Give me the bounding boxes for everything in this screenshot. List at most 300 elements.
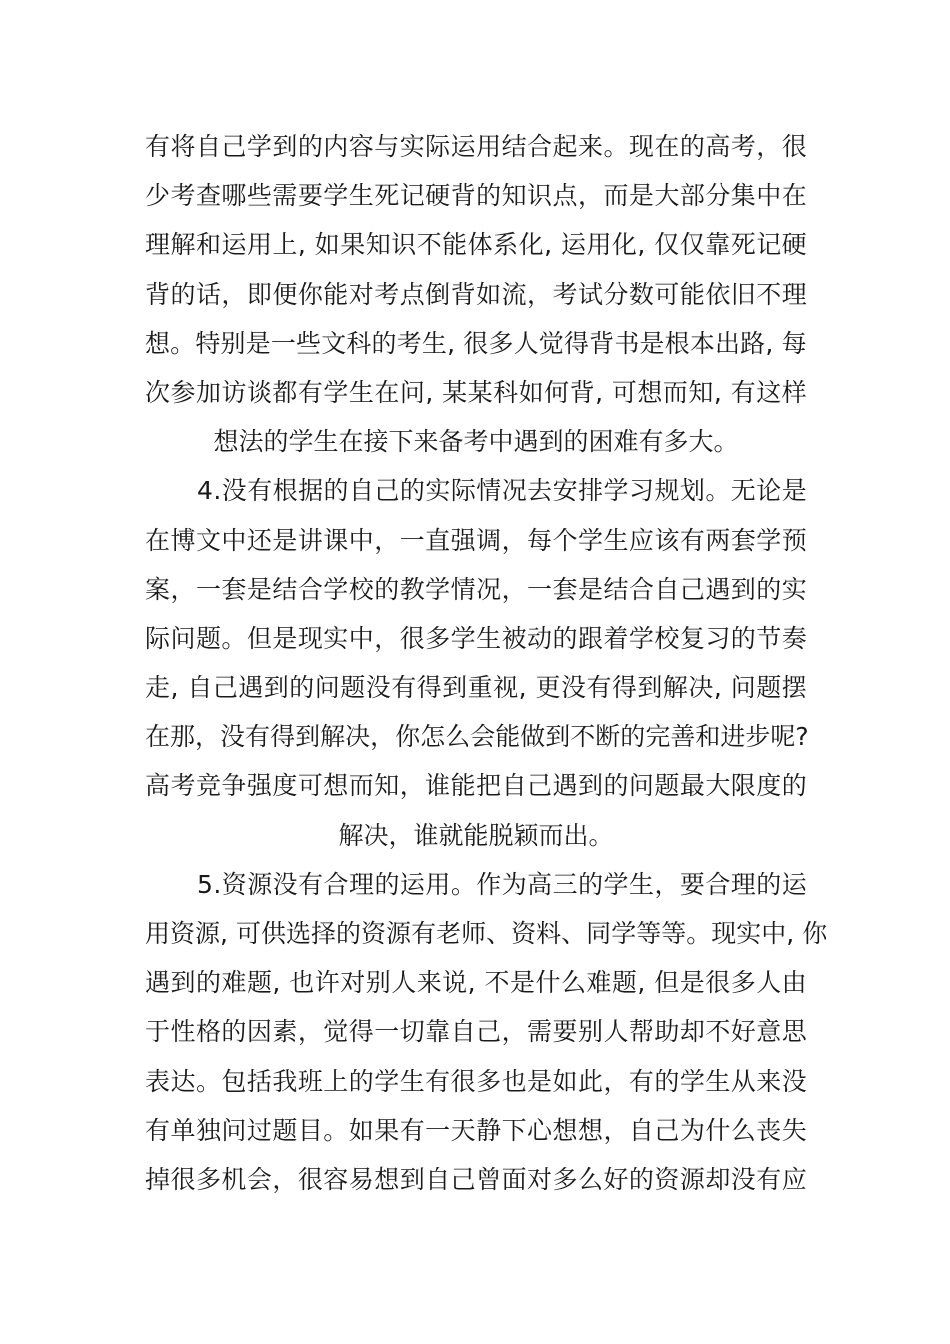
- text-char: 高: [527, 869, 553, 899]
- text-char: ,: [637, 968, 646, 998]
- text-char: 的: [654, 1066, 680, 1096]
- text-char: ，: [374, 623, 400, 653]
- text-char: [722, 663, 730, 712]
- text-char: 多: [730, 968, 756, 998]
- text-char: 失: [781, 1115, 807, 1145]
- text-char: 套: [552, 574, 578, 604]
- text-char: 会: [470, 722, 496, 752]
- text-char: 些: [246, 181, 272, 211]
- paragraph-heading-line: [145, 466, 807, 515]
- text-char: 生: [348, 181, 374, 211]
- text-char: 数: [628, 279, 654, 309]
- text-char: 死: [374, 181, 400, 211]
- text-char: 。: [221, 623, 247, 653]
- text-char: ,: [713, 377, 722, 407]
- text-char: ,: [595, 377, 604, 407]
- text-char: 果: [374, 1115, 400, 1145]
- text-char: 记: [399, 181, 425, 211]
- text-char: 人: [603, 1017, 629, 1047]
- text-char: 源: [247, 869, 273, 899]
- text-char: 的: [374, 574, 400, 604]
- text-char: 即: [246, 279, 272, 309]
- paragraph-last-line: 解决，谁就能脱颖而出。: [338, 820, 614, 850]
- text-char: ,: [544, 230, 553, 260]
- text-char: 现: [711, 919, 737, 948]
- text-char: 源: [679, 1164, 705, 1194]
- text-char: 该: [654, 525, 680, 555]
- text-char: 走: [145, 673, 171, 703]
- text-char: 考: [170, 771, 196, 801]
- text-char: 都: [272, 377, 298, 407]
- text-char: ，: [195, 722, 221, 752]
- text-char: 情: [476, 476, 502, 506]
- text-char: 调: [476, 525, 502, 555]
- text-char: 科: [493, 377, 519, 407]
- text-char: 能: [323, 279, 349, 309]
- text-char: 没: [730, 1164, 756, 1194]
- text-char: 中: [761, 919, 787, 948]
- text-char: 许: [314, 968, 340, 998]
- text-char: [646, 958, 654, 1007]
- text-char: 习: [628, 476, 654, 506]
- text-char: 竞: [195, 771, 221, 801]
- text-char: 别: [365, 968, 391, 998]
- text-char: 问: [314, 673, 340, 703]
- text-char: 却: [705, 1164, 731, 1194]
- paragraph-line: [145, 319, 807, 368]
- text-char: 题: [611, 968, 637, 998]
- text-char: 有: [730, 377, 756, 407]
- text-char: 格: [195, 1017, 221, 1047]
- text-char: 好: [730, 1017, 756, 1047]
- text-char: 实: [736, 919, 762, 948]
- text-char: 遇: [238, 673, 264, 703]
- text-char: ，: [756, 132, 782, 161]
- text-char: 丧: [756, 1115, 782, 1145]
- text-char: 着: [603, 623, 629, 653]
- text-char: 曾: [476, 1164, 502, 1194]
- text-char: 上: [323, 1066, 349, 1096]
- text-char: 也: [501, 1066, 527, 1096]
- text-char: 集: [730, 181, 756, 211]
- text-char: 最: [679, 771, 705, 801]
- text-char: 己: [221, 132, 247, 161]
- text-char: ，: [501, 574, 527, 604]
- text-char: 人: [513, 328, 539, 358]
- text-char: 是: [628, 181, 654, 211]
- text-char: 习: [705, 623, 731, 653]
- text-char: 可: [611, 377, 637, 407]
- text-char: 度: [272, 771, 298, 801]
- text-char: 觉: [323, 1017, 349, 1047]
- text-char: ，: [399, 771, 425, 801]
- text-char: 在: [374, 377, 400, 407]
- text-char: 资: [361, 919, 387, 948]
- text-char: 到: [399, 1164, 425, 1194]
- text-char: 际: [450, 476, 476, 506]
- text-char: [722, 368, 730, 417]
- text-char: 掉: [145, 1164, 171, 1194]
- text-char: 的: [195, 968, 221, 998]
- paragraph-line: [145, 516, 807, 565]
- text-char: 自: [187, 673, 213, 703]
- text-char: 的: [756, 574, 782, 604]
- text-char: 分: [603, 279, 629, 309]
- text-char: 度: [756, 771, 782, 801]
- text-char: 考: [396, 328, 422, 358]
- paragraph-line: [145, 270, 807, 319]
- text-char: 有: [298, 869, 324, 899]
- text-char: 现: [297, 623, 323, 653]
- text-char: 要: [297, 181, 323, 211]
- text-char: 也: [289, 968, 315, 998]
- text-char: ,: [170, 673, 179, 703]
- text-char: 独: [195, 1115, 221, 1145]
- text-char: ,: [220, 919, 228, 948]
- text-char: 的: [603, 771, 629, 801]
- text-char: 倒: [425, 279, 451, 309]
- text-char: ,: [518, 673, 527, 703]
- text-char: 、: [561, 919, 587, 948]
- text-char: 理: [730, 869, 756, 899]
- text-char: 况: [476, 574, 502, 604]
- text-char: 有: [399, 1115, 425, 1145]
- paragraph-line: [145, 712, 807, 761]
- text-char: 学: [603, 869, 629, 899]
- text-char: 多: [195, 1164, 221, 1194]
- text-char: 班: [297, 1066, 323, 1096]
- text-char: 天: [450, 1115, 476, 1145]
- text-char: 查: [195, 181, 221, 211]
- text-char: 教: [399, 574, 425, 604]
- paragraph-line: [145, 171, 807, 220]
- text-char: 面: [501, 1164, 527, 1194]
- text-char: 对: [348, 279, 374, 309]
- text-char: 问: [170, 623, 196, 653]
- text-char: 安: [552, 476, 578, 506]
- text-char: 想: [145, 328, 171, 358]
- text-char: 学: [246, 132, 272, 161]
- text-char: 学: [679, 1066, 705, 1096]
- text-char: 的: [476, 181, 502, 211]
- text-char: 是: [246, 574, 272, 604]
- text-char: 得: [270, 722, 296, 752]
- text-char: 人: [756, 968, 782, 998]
- text-char: 加: [195, 377, 221, 407]
- text-char: 得: [416, 673, 442, 703]
- text-char: 背: [450, 181, 476, 211]
- text-char: 难: [586, 968, 612, 998]
- text-char: 己: [654, 1115, 680, 1145]
- text-char: 很: [463, 328, 489, 358]
- text-char: 是: [272, 525, 298, 555]
- text-char: 些: [296, 328, 322, 358]
- text-char: 选: [285, 919, 311, 948]
- text-char: 出: [715, 328, 741, 358]
- text-char: 能: [495, 722, 521, 752]
- text-char: 题: [340, 673, 366, 703]
- text-char: 节: [756, 623, 782, 653]
- text-char: 么: [577, 1164, 603, 1194]
- text-char: 运: [399, 869, 425, 899]
- text-char: 师: [461, 919, 487, 948]
- text-char: ，: [297, 1017, 323, 1047]
- paragraph-line: [145, 663, 807, 712]
- text-char: 学: [323, 181, 349, 211]
- text-char: 到: [442, 673, 468, 703]
- text-char: 是: [527, 1066, 553, 1096]
- paragraph-line: [145, 909, 828, 958]
- text-char: 学: [611, 919, 637, 948]
- text-char: 解: [320, 722, 346, 752]
- text-char: 视: [493, 673, 519, 703]
- text-char: 决: [345, 722, 371, 752]
- text-char: 、: [486, 919, 512, 948]
- text-char: 复: [679, 623, 705, 653]
- text-char: 某: [442, 377, 468, 407]
- text-char: 来: [577, 132, 603, 161]
- text-char: 问: [628, 771, 654, 801]
- text-char: 运: [781, 869, 807, 899]
- text-char: 因: [246, 1017, 272, 1047]
- text-char: 你: [395, 722, 421, 752]
- text-char: 生: [705, 1066, 731, 1096]
- text-char: 要: [552, 1017, 578, 1047]
- text-char: 来: [416, 968, 442, 998]
- text-char: 知: [365, 230, 391, 260]
- text-char: 料: [536, 919, 562, 948]
- text-char: 而: [603, 181, 629, 211]
- text-char: 括: [246, 1066, 272, 1096]
- text-char: 预: [781, 525, 807, 555]
- text-char: 能: [679, 279, 705, 309]
- text-char: 有: [247, 476, 273, 506]
- text-char: 己: [374, 476, 400, 506]
- text-char: 多: [425, 623, 451, 653]
- text-char: 想: [577, 1115, 603, 1145]
- text-char: 死: [730, 230, 756, 260]
- text-char: 划: [679, 476, 705, 506]
- text-char: 在: [145, 525, 171, 555]
- text-char: 试: [577, 279, 603, 309]
- text-char: 识: [391, 230, 417, 260]
- text-char: 一: [399, 525, 425, 555]
- text-char: 的: [374, 869, 400, 899]
- text-char: [434, 368, 442, 417]
- text-char: 情: [450, 574, 476, 604]
- text-char: 上: [272, 230, 298, 260]
- text-char: 理: [781, 279, 807, 309]
- text-char: 很: [705, 968, 731, 998]
- text-char: 何: [544, 377, 570, 407]
- text-char: 去: [527, 476, 553, 506]
- text-char: 是: [577, 574, 603, 604]
- text-char: 想: [637, 377, 663, 407]
- text-char: [281, 958, 289, 1007]
- text-char: 次: [145, 377, 171, 407]
- text-char: 进: [720, 722, 746, 752]
- text-char: 中: [348, 525, 374, 555]
- text-char: 要: [679, 869, 705, 899]
- text-char: 己: [679, 574, 705, 604]
- text-char: 解: [170, 230, 196, 260]
- text-char: [553, 220, 561, 269]
- text-char: 访: [221, 377, 247, 407]
- text-char: 校: [348, 574, 374, 604]
- text-char: 的: [371, 328, 397, 358]
- text-char: 用: [145, 919, 171, 948]
- text-char: 到: [263, 673, 289, 703]
- text-char: 静: [476, 1115, 502, 1145]
- text-char: 助: [654, 1017, 680, 1047]
- text-char: 一: [270, 328, 296, 358]
- text-char: 资: [170, 919, 196, 948]
- text-char: 的: [756, 869, 782, 899]
- text-char: 很: [450, 1066, 476, 1096]
- text-char: 从: [730, 1066, 756, 1096]
- text-char: 怎: [420, 722, 446, 752]
- text-char: 是: [245, 328, 271, 358]
- text-char: .: [213, 476, 222, 506]
- text-char: 考: [552, 279, 578, 309]
- text-char: 达: [170, 1066, 196, 1096]
- text-char: 。: [170, 328, 196, 358]
- text-char: 切: [399, 1017, 425, 1047]
- text-char: 没: [781, 1066, 807, 1096]
- text-char: 考: [730, 132, 756, 161]
- text-char: ，: [654, 869, 680, 899]
- text-char: 。: [686, 919, 712, 948]
- text-char: 有: [297, 377, 323, 407]
- text-char: 大: [654, 181, 680, 211]
- text-char: 么: [445, 722, 471, 752]
- text-char: 摆: [781, 673, 807, 703]
- text-char: [306, 220, 314, 269]
- text-char: 的: [781, 771, 807, 801]
- text-char: 别: [577, 1017, 603, 1047]
- text-char: 大: [705, 771, 731, 801]
- text-char: 同: [586, 919, 612, 948]
- text-char: 学: [628, 623, 654, 653]
- text-char: 难: [221, 968, 247, 998]
- text-char: 案: [145, 574, 171, 604]
- text-char: 素: [272, 1017, 298, 1047]
- text-char: 动: [527, 623, 553, 653]
- text-char: 流: [501, 279, 527, 309]
- text-char: 你: [297, 279, 323, 309]
- text-char: 运: [221, 230, 247, 260]
- text-char: 对: [340, 968, 366, 998]
- text-char: 用: [425, 869, 451, 899]
- text-char: 有: [145, 1115, 171, 1145]
- text-char: 部: [679, 181, 705, 211]
- text-char: 更: [535, 673, 561, 703]
- text-char: 对: [527, 1164, 553, 1194]
- text-char: 理: [349, 869, 375, 899]
- text-char: 在: [781, 181, 807, 211]
- text-char: 在: [145, 722, 171, 752]
- text-char: 多: [552, 1164, 578, 1194]
- text-char: 博: [170, 525, 196, 555]
- text-char: 有: [586, 673, 612, 703]
- paragraph-line: [145, 368, 807, 417]
- text-char: 多: [488, 328, 514, 358]
- text-char: 内: [323, 132, 349, 161]
- text-char: 一: [425, 1115, 451, 1145]
- text-char: 有: [425, 1066, 451, 1096]
- text-char: 很: [399, 623, 425, 653]
- text-char: 旧: [730, 279, 756, 309]
- text-char: 多: [476, 1066, 502, 1096]
- text-char: 我: [272, 1066, 298, 1096]
- text-char: 那: [170, 722, 196, 752]
- text-char: 思: [781, 1017, 807, 1047]
- text-char: 分: [705, 181, 731, 211]
- text-char: 遇: [552, 771, 578, 801]
- text-char: 跟: [577, 623, 603, 653]
- text-char: 化: [611, 230, 637, 260]
- text-char: 是: [272, 623, 298, 653]
- text-char: 性: [170, 1017, 196, 1047]
- text-char: 每: [527, 525, 553, 555]
- text-char: 论: [756, 476, 782, 506]
- text-char: 应: [628, 525, 654, 555]
- text-char: 强: [246, 771, 272, 801]
- text-char: 题: [654, 771, 680, 801]
- text-char: 遇: [705, 574, 731, 604]
- text-char: 能: [442, 230, 468, 260]
- paragraph-line: [145, 761, 807, 810]
- text-char: 不: [705, 1017, 731, 1047]
- text-char: [455, 319, 463, 368]
- text-char: 帮: [628, 1017, 654, 1047]
- text-char: ,: [713, 673, 722, 703]
- text-char: 的: [348, 1066, 374, 1096]
- text-char: 中: [756, 181, 782, 211]
- text-char: ,: [425, 377, 434, 407]
- text-char: 想: [374, 1164, 400, 1194]
- text-char: 和: [195, 230, 221, 260]
- text-char: 说: [442, 968, 468, 998]
- text-char: ,: [297, 230, 306, 260]
- text-char: 自: [195, 132, 221, 161]
- text-char: 系: [493, 230, 519, 260]
- text-char: 合: [527, 132, 553, 161]
- paragraph-line: [145, 220, 807, 269]
- text-char: 套: [221, 574, 247, 604]
- text-char: 际: [145, 623, 171, 653]
- text-char: 得: [563, 328, 589, 358]
- text-char: 。: [603, 132, 629, 161]
- text-char: 讲: [297, 525, 323, 555]
- text-char: 争: [221, 771, 247, 801]
- text-char: 中: [348, 623, 374, 653]
- text-char: 是: [679, 968, 705, 998]
- paragraph-last-line: 想法的学生在接下来备考中遇到的困难有多大。: [213, 427, 739, 457]
- text-char: 据: [298, 476, 324, 506]
- text-char: 结: [272, 574, 298, 604]
- text-char: 理: [145, 230, 171, 260]
- text-char: 。: [195, 1066, 221, 1096]
- text-char: 不: [484, 968, 510, 998]
- text-char: 于: [145, 1017, 171, 1047]
- text-char: 觉: [538, 328, 564, 358]
- text-char: 文: [321, 328, 347, 358]
- text-char: 有: [391, 673, 417, 703]
- text-char: 规: [654, 476, 680, 506]
- text-char: 没: [221, 476, 247, 506]
- text-char: 学: [603, 476, 629, 506]
